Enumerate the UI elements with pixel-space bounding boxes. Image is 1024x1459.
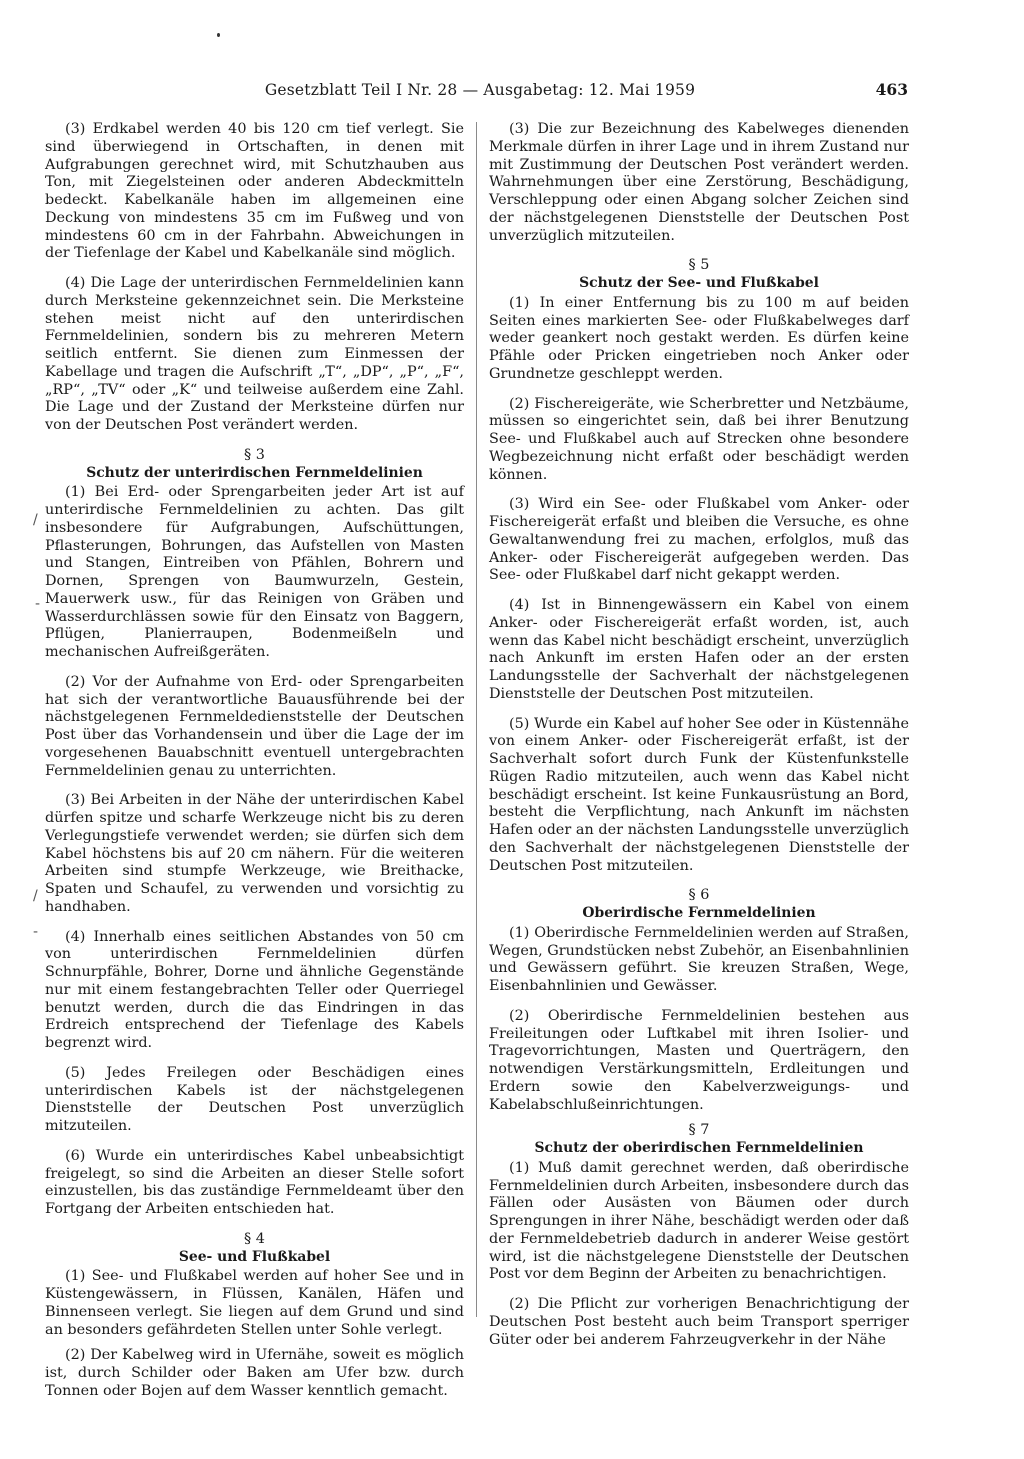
section-heading: See- und Flußkabel [178,1248,331,1265]
paragraph: (3) Bei Arbeiten in der Nähe der unterirdischen Kabel dürfen spitze und scharfe Werkzeuge nicht bis zu deren Verlegungstiefe verwendet werden; sie dürfen sich dem Kabel höchstens bis auf 20 cm nähern. Für die weiteren Arbeiten sind stumpfe Werkzeuge, wie Breithacke, Spaten und Schaufel, zu verwenden und vorsichtig zu handhaben. [45,792,464,915]
paragraph: (5) Wurde ein Kabel auf hoher See oder in Küstennähe von einem Anker- oder Fischereigerät erfaßt, ist der Sachverhalt sofort durch Funk der Küstenfunkstelle Rügen Radio mitzuteilen, auch wenn das Kabel nicht beschädigt erscheint. Ist keine Funkausrüstung an Bord, besteht die Verpflichtung, nach Ankunft im nächsten Hafen oder an der nächsten Landungsstelle unverzüglich den Sachverhalt der nächstgelegenen Dienststelle der Deutschen Post mitzuteilen. [489,715,909,874]
section-number: § 7 [688,1122,710,1139]
margin-mark: - [33,924,39,940]
page-header: Gesetzblatt Teil I Nr. 28 — Ausgabetag: 12. Mai 1959 [264,81,696,99]
section-heading: Oberirdische Fernmeldelinien [582,905,816,921]
paragraph: (2) Oberirdische Fernmeldelinien bestehen aus Freileitungen oder Luftkabel mit ihren Isolier- und Tragevorrichtungen, Masten und Querträgern, den notwendigen Verstärkungsmitteln, Erdleitungen und Erdern sowie den Kabelverzweigungs- und Kabelabschlußeinrichtungen. [489,1007,909,1113]
paragraph: (2) Vor der Aufnahme von Erd- oder Sprengarbeiten hat sich der verantwortliche Bauausführende bei der nächstgelegenen Fernmeldedienststelle der Deutschen Post über das Vorhandensein und über die Lage der im vorgesehenen Bauabschnitt eventuell untergebrachten Fernmeldelinien genau zu unterrichten. [45,673,464,779]
paragraph: (4) Ist in Binnengewässern ein Kabel von einem Anker- oder Fischereigerät erfaßt worden, ist, auch wenn das Kabel nicht beschädigt erscheint, unverzüglich nach Ankunft im ersten Hafen oder an der ersten Landungsstelle der Sachverhalt der nächstgelegenen Dienststelle der Deutschen Post mitzuteilen. [489,597,909,702]
paragraph: (2) Der Kabelweg wird in Ufernähe, soweit es möglich ist, durch Schilder oder Baken am Ufer bzw. durch Tonnen oder Bojen auf dem Wasser kenntlich gemacht. [45,1347,464,1399]
column-divider [476,122,477,1317]
right-column [489,121,909,1361]
paragraph: (1) Muß damit gerechnet werden, daß oberirdische Fernmeldelinien durch Arbeiten, insbesondere durch das Fällen oder Ausästen von Bäumen oder durch Sprengungen in ihrer Nähe, beschädigt werden oder daß der Fernmeldebetrieb dadurch in anderer Weise gestört wird, ist die nächstgelegene Dienststelle der Deutschen Post vor dem Beginn der Arbeiten zu benachrichtigen. [489,1159,909,1283]
margin-mark: / [33,888,38,904]
margin-mark: - [35,596,41,612]
paragraph: (4) Innerhalb eines seitlichen Abstandes von 50 cm von unterirdischen Fernmeldelinien dürfen Schnurpfähle, Bohrer, Dorne und ähnliche Gegenstände nur mit einem festangebrachten Teller oder Querriegel benutzt werden, durch die das Eindringen in das Erdreich entsprechend der Tiefenlage des Kabels begrenzt wird. [45,928,464,1051]
page-number: 463 [875,80,908,99]
paragraph: (1) See- und Flußkabel werden auf hoher See und in Küstengewässern, in Flüssen, Kanälen, Häfen und Binnenseen verlegt. Sie liegen auf dem Grund und sind an besonders gefährdeten Stellen unter Sohle verlegt. [45,1268,464,1338]
paragraph: (3) Wird ein See- oder Flußkabel vom Anker- oder Fischereigerät erfaßt und bleiben die Versuche, es ohne Gewaltanwendung frei zu machen, erfolglos, muß das Anker- oder Fischereigerät aufgegeben werden. Das See- oder Flußkabel darf nicht gekappt werden. [489,496,909,584]
section-heading: Schutz der unterirdischen Fernmeldelinien [86,464,423,481]
paragraph: (5) Jedes Freilegen oder Beschädigen eines unterirdischen Kabels ist der nächstgelegenen Dienststelle der Deutschen Post unverzüglich mitzuteilen. [45,1064,464,1134]
section-heading: Schutz der See- und Flußkabel [579,275,819,291]
paragraph: (1) Oberirdische Fernmeldelinien werden auf Straßen, Wegen, Grundstücken nebst Zubehör, an Eisenbahnlinien und Gewässern geführt. Sie kreuzen Straßen, Wege, Eisenbahnlinien und Gewässer. [489,924,909,994]
paragraph: (6) Wurde ein unterirdisches Kabel unbeabsichtigt freigelegt, so sind die Arbeiten an dieser Stelle sofort einzustellen, bis das zuständige Fernmeldeamt über den Fortgang der Arbeiten entschieden hat. [45,1147,464,1217]
paragraph: (3) Die zur Bezeichnung des Kabelweges dienenden Merkmale dürfen in ihrer Lage und in ihrem Zustand nur mit Zustimmung der Deutschen Post verändert werden. Wahrnehmungen über eine Zerstörung, Beschädigung, Verschleppung oder einen Abgang solcher Zeichen sind der nächstgelegenen Dienststelle der Deutschen Post unverzüglich mitzuteilen. [489,121,909,244]
section-number: § 4 [244,1230,265,1247]
margin-mark: / [33,512,38,528]
section-number: § 3 [244,446,265,463]
section-heading: Schutz der oberirdischen Fernmeldelinien [534,1140,864,1156]
paragraph: (3) Erdkabel werden 40 bis 120 cm tief verlegt. Sie sind überwiegend in Ortschaften, in denen mit Aufgrabungen gerechnet wird, mit Schutzhauben aus Ton, mit Ziegelsteinen oder anderen Abdeckmitteln bedeckt. Kabelkanäle haben im allgemeinen eine Deckung von mindestens 35 cm im Fußweg und von mindestens 60 cm in der Fahrbahn. Abweichungen in der Tiefenlage der Kabel und Kabelkanäle sind möglich. [45,121,464,262]
section-number: § 6 [688,887,710,904]
paragraph: (2) Fischereigeräte, wie Scherbretter und Netzbäume, müssen so eingerichtet sein, daß bei ihrer Benutzung See- und Flußkabel auch auf Strecken ohne besondere Wegbezeichnung nicht erfaßt oder beschädigt werden können. [489,395,909,483]
paragraph: (1) In einer Entfernung bis zu 100 m auf beiden Seiten eines markierten See- oder Flußkabelweges darf weder geankert noch gestakt werden. Es dürfen keine Pfähle oder Pricken eingetrieben noch Anker oder Grundnetze geschleppt werden. [489,294,909,382]
paragraph: (4) Die Lage der unterirdischen Fernmeldelinien kann durch Merksteine gekennzeichnet sein. Die Merksteine stehen meist nicht auf den unterirdischen Fernmeldelinien, sondern bis zu mehreren Metern seitlich entfernt. Sie dienen zum Einmessen der Kabellage und tragen die Aufschrift „T“, „DP“, „P“, „F“, „RP“, „TV“ oder „K“ und teilweise außerdem eine Zahl. Die Lage und der Zustand der Merksteine dürfen nur von der Deutschen Post verändert werden. [45,275,464,433]
paragraph: (2) Die Pflicht zur vorherigen Benachrichtigung der Deutschen Post besteht auch beim Transport sperriger Güter oder bei anderem Fahrzeugverkehr in der Nähe [489,1296,909,1348]
scan-speck [217,33,220,37]
paragraph: (1) Bei Erd- oder Sprengarbeiten jeder Art ist auf unterirdische Fernmeldelinien zu achten. Das gilt insbesondere für Aufgrabungen, Aufschüttungen, Pflasterungen, Bohrungen, das Aufstellen von Masten und Stangen, Eintreiben von Pfählen, Bohrern und Dornen, Sprengen von Baumwurzeln, Gestein, Mauerwerk usw., für das Reinigen von Gräben und Wasserdurchlässen sowie für den Einsatz von Baggern, Pflügen, Planierraupen, Bodenmeißeln und mechanischen Aufreißgeräten. [45,484,464,660]
section-number: § 5 [688,257,710,274]
left-column [45,121,464,1413]
